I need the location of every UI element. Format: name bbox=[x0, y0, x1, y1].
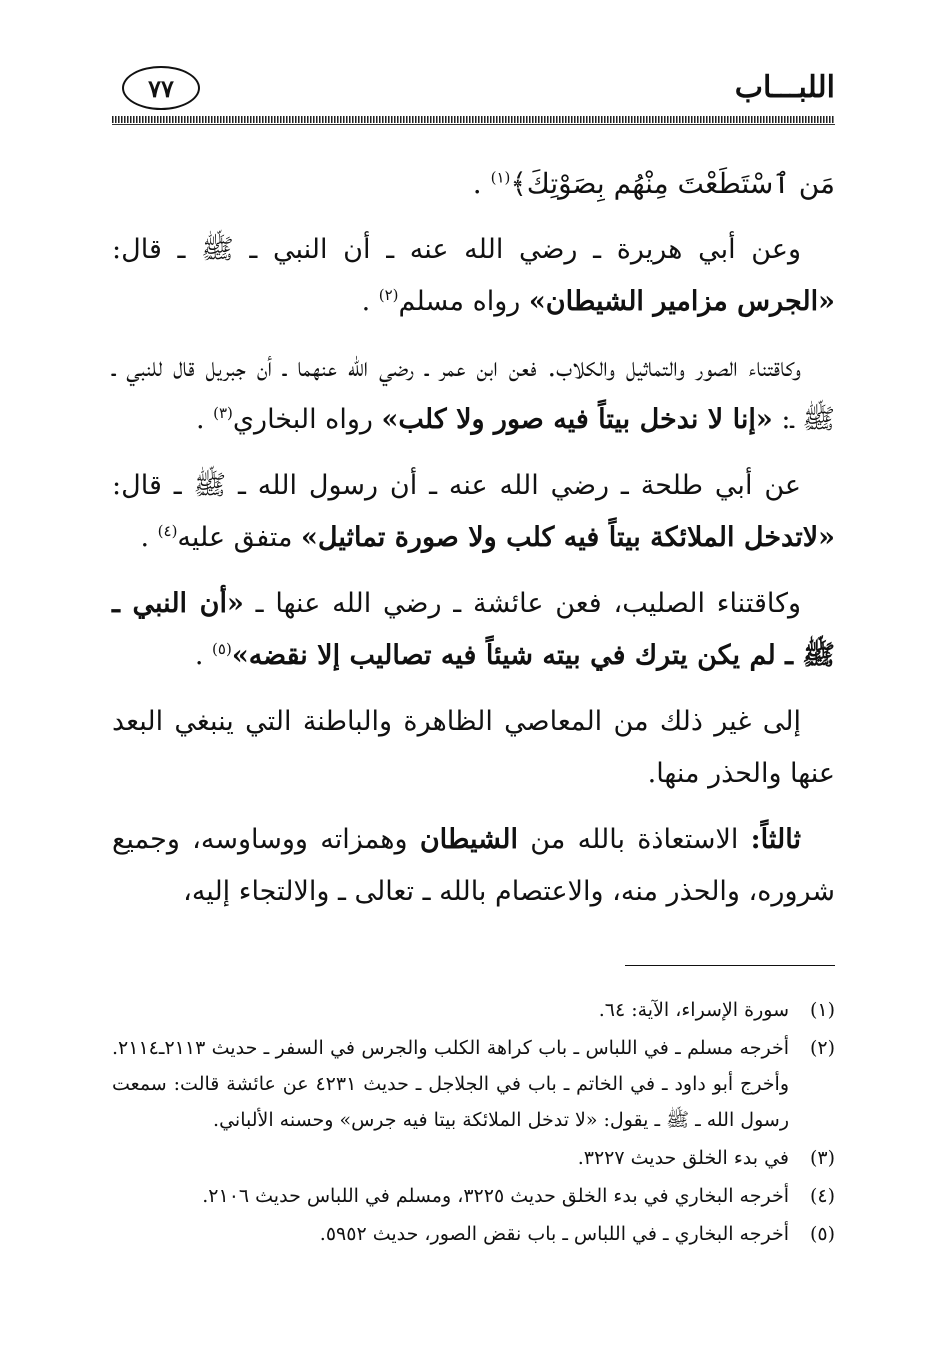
footnote-number: (٣) bbox=[809, 1147, 835, 1169]
paragraph: عن أبي طلحة ـ رضي الله عنه ـ أن رسول الله ـ ﷺ ـ قال: «لاتدخل الملائكة بيتاً فيه كلب ولا صورة تماثيل» متفق عليه$^{(٤)}$ . bbox=[112, 470, 835, 553]
paragraph-text: الاستعاذة بالله من bbox=[517, 824, 751, 855]
emphasis-word: الشيطان bbox=[419, 824, 518, 855]
footnote-number: (١) bbox=[809, 999, 835, 1021]
footnote-ref: (٤) bbox=[157, 522, 178, 540]
paragraph: وعن أبي هريرة ـ رضي الله عنه ـ أن النبي ـ ﷺ ـ قال: «الجرس مزامير الشيطان» رواه مسلم$^{(٢)}$ . bbox=[112, 234, 835, 317]
header-divider bbox=[112, 116, 835, 123]
footnote bbox=[112, 1030, 835, 1138]
footnote-ref: (٣) bbox=[213, 404, 233, 422]
footnote-text: أخرجه مسلم ـ في اللباس ـ باب كراهة الكلب والجرس في السفر ـ حديث ٢١١٣ـ٢١١٤. وأخرج أبو داود ـ في الخاتم ـ باب في الجلاجل ـ حديث ٤٢٣١ عن عائشة قالت: سمعت رسول الله ـ ﷺ ـ يقول: «لا تدخل الملائكة بيتا فيه جرس» وحسنه الألباني. bbox=[112, 1037, 789, 1131]
footnote-divider bbox=[625, 965, 835, 966]
footnote-text: أخرجه البخاري في بدء الخلق حديث ٣٢٢٥، ومسلم في اللباس حديث ٢١٠٦. bbox=[202, 1185, 789, 1207]
paragraph-text: رواه مسلم bbox=[398, 286, 529, 317]
main-text bbox=[112, 158, 835, 932]
footnote-text: في بدء الخلق حديث ٣٢٢٧. bbox=[577, 1147, 789, 1169]
paragraph: وكاقتناء الصور والتماثيل والكلاب. فعن ابن عمر ـ رضي الله عنهما ـ أن جبريل قال للنبي ـ ﷺ ـ: «إنا لا ندخل بيتاً فيه صور ولا كلب» رواه البخاري$^{(٣)}$ . bbox=[112, 352, 835, 435]
paragraph bbox=[112, 814, 835, 918]
paragraph-text: وهمزاته ووساوسه، وجميع شروره، والحذر منه، والاعتصام بالله ـ تعالى ـ والالتجاء إليه، bbox=[112, 824, 835, 907]
page-header bbox=[112, 62, 835, 118]
paragraph-text: وكاقتناء الصور والتماثيل والكلاب. فعن ابن عمر ـ رضي الله عنهما ـ أن جبريل قال للنبي ـ ﷺ ـ: bbox=[112, 352, 835, 435]
page-number: ٧٧ bbox=[122, 66, 200, 110]
paragraph: إلى غير ذلك من المعاصي الظاهرة والباطنة التي ينبغي البعد عنها والحذر منها. bbox=[112, 706, 835, 789]
footnote-text: سورة الإسراء، الآية: ٦٤. bbox=[598, 999, 789, 1021]
paragraph-text: رواه البخاري bbox=[232, 404, 382, 435]
footnote-text: أخرجه البخاري ـ في اللباس ـ باب نقض الصور، حديث ٥٩٥٢. bbox=[319, 1223, 789, 1245]
footnote-ref: (١) bbox=[490, 168, 511, 187]
paragraph-text: وعن أبي هريرة ـ رضي الله عنه ـ أن النبي ـ ﷺ ـ قال: bbox=[112, 234, 801, 265]
footnote-number: (٢) bbox=[809, 1037, 835, 1059]
running-title: اللبـــاب bbox=[734, 70, 835, 105]
footnote-ref: (٥) bbox=[212, 640, 232, 658]
paragraph: وكاقتناء الصليب، فعن عائشة ـ رضي الله عنها ـ «أن النبي ـ ﷺ ـ لم يكن يترك في بيته شيئاً فيه تصاليب إلا نقضه»$^{(٥)}$ . bbox=[112, 588, 835, 671]
paragraph-text: متفق عليه bbox=[177, 522, 302, 553]
footnote bbox=[112, 1216, 835, 1252]
hadith-quote: «لاتدخل الملائكة بيتاً فيه كلب ولا صورة تماثيل» bbox=[301, 522, 835, 553]
section-marker: ثالثاً: bbox=[750, 824, 801, 855]
hadith-quote: «الجرس مزامير الشيطان» bbox=[528, 286, 835, 317]
verse-text: مَن ٱسْتَطَعْتَ مِنْهُم بِصَوْتِكَ﴾ bbox=[510, 167, 835, 200]
hadith-quote: «إنا لا ندخل بيتاً فيه صور ولا كلب» bbox=[381, 404, 773, 435]
footnote bbox=[112, 1140, 835, 1176]
footnote-number: (٤) bbox=[809, 1185, 835, 1207]
paragraph-text: عن أبي طلحة ـ رضي الله عنه ـ أن رسول الله ـ ﷺ ـ قال: bbox=[112, 470, 801, 501]
quran-verse: مَن ٱسْتَطَعْتَ مِنْهُم بِصَوْتِكَ﴾$^{(١)}$ . bbox=[472, 167, 835, 200]
hadith-quote: «أن النبي ـ ﷺ ـ لم يكن يترك في بيته شيئاً فيه تصاليب إلا نقضه» bbox=[112, 588, 835, 671]
footnote-number: (٥) bbox=[809, 1223, 835, 1245]
footnote-ref: (٢) bbox=[378, 286, 399, 304]
footnote bbox=[112, 1178, 835, 1214]
footnotes bbox=[112, 992, 835, 1254]
paragraph-text: وكاقتناء الصليب، فعن عائشة ـ رضي الله عنها ـ bbox=[243, 588, 801, 619]
footnote bbox=[112, 992, 835, 1028]
